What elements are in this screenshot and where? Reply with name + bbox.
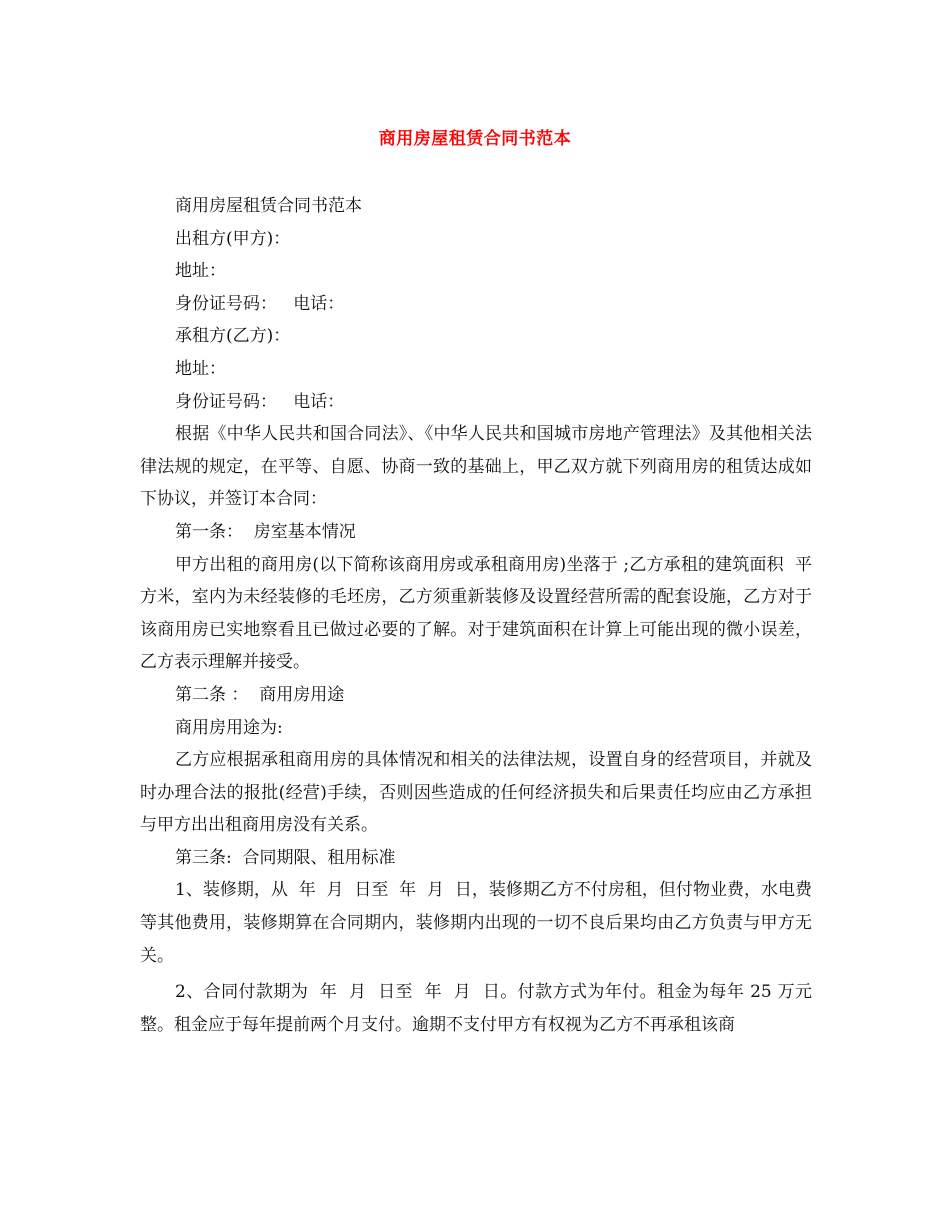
- lessee-address-label: 地址：: [175, 358, 226, 379]
- article-2-heading: 第二条 ： 商用房用途: [175, 684, 345, 705]
- article-1-heading: 第一条： 房室基本情况: [175, 521, 356, 542]
- lessor-id-phone-label: 身份证号码： 电话：: [175, 293, 345, 314]
- article-3-heading: 第三条: 合同期限、租用标准: [175, 847, 396, 868]
- lessee-label: 承租方(乙方)：: [175, 326, 291, 347]
- article-2-use-line: 商用房用途为:: [175, 717, 283, 738]
- article-1-paragraph: 甲方出租的商用房(以下简称该商用房或承租商用房)坐落于 ;乙方承租的建筑面积 平方米，室内为未经装修的毛坯房，乙方须重新装修及设置经营所需的配套设施，乙方对于该商用房已实地察看且已做过必要的了解。对于建筑面积在计算上可能出现的微小误差，乙方表示理解并接受。: [140, 554, 812, 673]
- document-title: 商用房屋租赁合同书范本: [378, 129, 572, 149]
- preamble-paragraph: 根据《中华人民共和国合同法》、《中华人民共和国城市房地产管理法》及其他相关法律法规的规定，在平等、自愿、协商一致的基础上，甲乙双方就下列商用房的租赁达成如下协议，并签订本合同：: [140, 424, 812, 510]
- article-3-clause-2: 2、合同付款期为 年 月 日至 年 月 日。付款方式为年付。租金为每年 25 万元整。租金应于每年提前两个月支付。逾期不支付甲方有权视为乙方不再承租该商: [140, 982, 812, 1035]
- article-2-paragraph: 乙方应根据承租商用房的具体情况和相关的法律法规，设置自身的经营项目，并就及时办理合法的报批(经营)手续，否则因些造成的任何经济损失和后果责任均应由乙方承担与甲方出出租商用房没有关系。: [140, 750, 812, 836]
- lessor-label: 出租方(甲方)：: [175, 228, 291, 249]
- document-body: [140, 190, 812, 1041]
- article-3-clause-1: 1、装修期，从 年 月 日至 年 月 日，装修期乙方不付房租，但付物业费，水电费等其他费用，装修期算在合同期内，装修期内出现的一切不良后果均由乙方负责与甲方无关。: [140, 880, 812, 966]
- lessor-address-label: 地址：: [175, 261, 226, 282]
- paragraph-heading: 商用房屋租赁合同书范本: [175, 196, 362, 216]
- lessee-id-phone-label: 身份证号码： 电话：: [175, 391, 345, 412]
